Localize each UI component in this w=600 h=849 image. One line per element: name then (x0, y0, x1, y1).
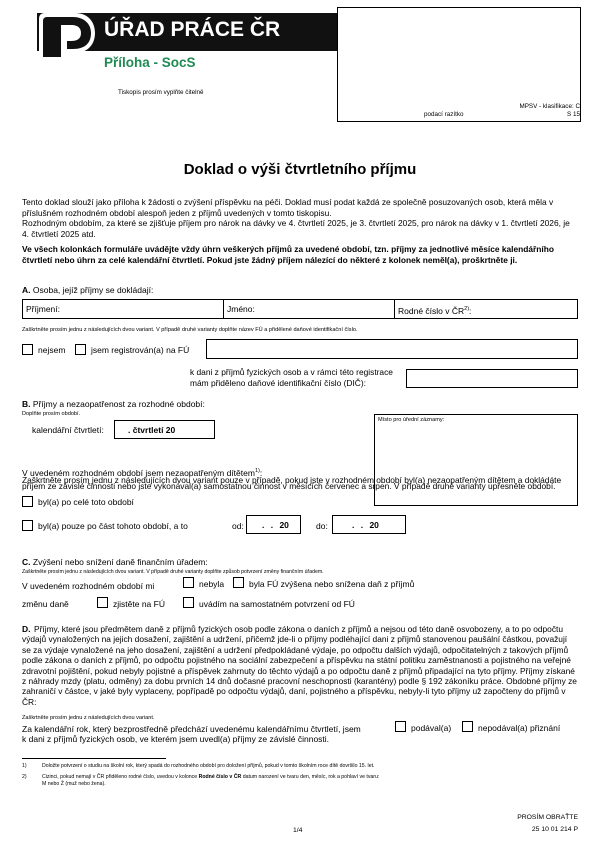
classification-line2: S 15 (567, 111, 580, 118)
person-row-divider-2 (394, 299, 395, 319)
tax-office-input[interactable] (206, 339, 578, 359)
section-d-line1: Za kalendářní rok, který bezprostředně předchází uvedenému kalendářnímu čtvrtletí, jsem (22, 724, 361, 734)
birth-number-footnote-ref: 2) (464, 306, 470, 312)
birth-number-field[interactable] (398, 304, 471, 316)
checkbox-find-at-office[interactable] (97, 597, 108, 608)
checkbox-not-filed-return[interactable] (462, 721, 473, 732)
footnote-divider (22, 758, 166, 759)
footnote-2-text-cont: M nebo Ž (muž nebo žena). (42, 781, 106, 787)
classification-line1: MPSV - klasifikace: C (519, 103, 580, 110)
section-b-fill-note: Doplňte prosím období. (22, 411, 81, 417)
section-d-line2: k dani z příjmů fyzických osob, ve kterém jsem uvedl(a) příjmy ze závislé činnosti. (22, 734, 330, 744)
name-field[interactable]: Jméno: (227, 304, 255, 314)
checkbox-filed-return[interactable] (395, 721, 406, 732)
quarter-label: kalendářní čtvrtletí: (32, 425, 104, 435)
office-name: ÚŘAD PRÁCE ČR (104, 18, 281, 41)
checkbox-not-registered[interactable] (22, 344, 33, 355)
footnote-2-bold: Rodné číslo v ČR (198, 774, 242, 780)
checkbox-whole-period[interactable] (22, 496, 33, 507)
checkbox-tax-not-changed[interactable] (183, 577, 194, 588)
from-label: od: (232, 521, 244, 531)
footnote-1-number: 1) (22, 763, 27, 769)
dependent-footnote-ref: 1) (254, 468, 260, 474)
label-filed-return: podával(a) (411, 723, 452, 733)
dic-text: k dani z příjmů fyzických osob a v rámci této registrace mám přiděleno daňové identifikační číslo (DIČ): (190, 367, 393, 388)
section-a-heading (22, 285, 153, 296)
quarter-value: . čtvrtletí 20 (128, 425, 176, 435)
from-date-value: . . 20 (262, 520, 289, 530)
dic-input[interactable] (406, 369, 578, 388)
person-row-divider-1 (223, 299, 224, 319)
section-b-heading (22, 399, 205, 410)
checkbox-registered[interactable] (75, 344, 86, 355)
section-a-variant-note: Zaškrtněte prosím jednu z následujících dvou variant. V případě druhé varianty doplňte název FÚ a přidělené daňové identifikační číslo. (22, 327, 358, 333)
label-find-at-office: zjistěte na FÚ (113, 599, 165, 609)
intro-paragraph-3: Ve všech kolonkách formuláře uvádějte vždy úhrn veškerých příjmů za uvedené období, tzn. příjmy za jednotlivé měsíce kalendářního čtvrtletí nebo úhrn za celé kalendářní čtvrtletí. Pokud jste žádný příjem nálezící do některé z kolonek neměl(a), proškrtněte ji. (22, 244, 554, 265)
surname-field[interactable]: Příjmení: (26, 304, 61, 314)
footnote-2-number: 2) (22, 774, 27, 780)
section-d-letter: D. (22, 624, 31, 634)
official-records-label: Místo pro úřední záznamy: (378, 417, 445, 423)
section-a-letter: A. (22, 285, 31, 295)
label-separate-confirmation: uvádím na samostatném potvrzení od FÚ (199, 599, 355, 609)
turn-over-label: PROSÍM OBRAŤTE (517, 814, 578, 821)
label-part-period: byl(a) pouze po část tohoto období, a to (38, 521, 188, 531)
birth-number-label: Rodné číslo v ČR (398, 305, 465, 316)
form-code: 25 10 01 214 P (531, 826, 578, 833)
section-a-title: Osoba, jejíž příjmy se dokládají: (32, 285, 154, 295)
section-c-letter: C. (22, 557, 31, 567)
fill-instruction: Tiskopis prosím vyplňte čitelně (118, 89, 204, 96)
logo-icon (35, 11, 97, 63)
dependent-text: V uvedeném rozhodném období jsem nezaopatřeným dítětem (22, 467, 255, 478)
to-label: do: (316, 521, 328, 531)
stamp-label: podací razítko (424, 111, 464, 118)
section-b-title: Příjmy a nezaopatřenost za rozhodné období: (32, 399, 205, 409)
page-title: Doklad o výši čtvrtletního příjmu (183, 161, 417, 178)
section-d-note: Zaškrtněte prosím jednu z následujících dvou variant. (22, 715, 155, 721)
section-c-heading (22, 557, 208, 568)
footnote-2-text (42, 774, 379, 781)
checkbox-part-period[interactable] (22, 520, 33, 531)
dependent-colon: : (259, 467, 263, 478)
label-tax-not-changed: nebyla (199, 579, 225, 589)
label-not-filed-return: nepodával(a) přiznání (478, 723, 561, 733)
label-registered: jsem registrován(a) na FÚ (91, 345, 190, 355)
section-d-text: Příjmy, které jsou předmětem daně z příjmů fyzických osob podle zákona o daních z příjmů a nejsou od této daně osvobozeny, a to po odpočtu výdajů vynaložených na jejich dosažení, zajištění a udržení, přičemž jde-li o příjmy podléhající dani z příjmů stanovenou paušální částkou, považují se za výdaje vynaložené na jeho dosažení, zajištění a udržení předpokládané výdaje, po odpočtu dalších výdajů, odpočitatelných z takových příjmů podle zákona o daních z příjmů, po odpočtu pojistného na sociální zabezpečení a příspěvku na státní politiku zaměstnanosti a pojistného na veřejné zdravotní pojištění, pokud nebyly pojistné a příspěvek zahrnuty do těchto výdajů a po odpočtu daně z příjmů připadající na tyto příjmy. Příjmy získané z náhrady mzdy (platu, odměny) za dobu prvních 14 dnů dočasné pracovní neschopnosti (karantény) podle § 192 zákoníku práce. Obdobné příjmy ze zahraničí v částce, v jaké byly vyplaceny, popřípadě po odpočtu výdajů, daní, pojistného a příspěvku, nebyly-li tyto příjmy už započteny do příjmů v ČR: (22, 624, 577, 707)
appendix-label: Příloha - SocS (104, 55, 196, 70)
section-c-title: Zvýšení nebo snížení daně finančním úřadem: (32, 557, 208, 567)
section-c-line2: změnu daně (22, 599, 69, 609)
footnote-2-part-b: datum narození ve tvaru den, měsíc, rok a pohlaví ve tvaru: (241, 774, 380, 780)
person-row (22, 299, 578, 319)
intro-paragraph-2: Rozhodným obdobím, za které se zjišťuje příjem pro nárok na dávky ve 4. čtvrtletí 2025, je 3. čtvrtletí 2025, pro nárok na dávky v 1. čtvrtletí 2026, je 4. čtvrtletí 2025 atd. (22, 218, 570, 239)
birth-number-colon: : (469, 305, 472, 316)
intro-paragraph-1: Tento doklad slouží jako příloha k žádosti o zvýšení příspěvku na péči. Doklad musí podat každá ze společně posuzovaných osob, která měla v příslušném rozhodném období alespoň jeden z příjmů uvedených v tomto tiskopisu. (22, 197, 554, 218)
checkbox-separate-confirmation[interactable] (183, 597, 194, 608)
section-c-note: Zaškrtněte prosím jednu z následujících dvou variant. V případě druhé varianty doplňte způsob potvrzení změny finančním úřadem. (22, 569, 324, 575)
section-c-line1: V uvedeném rozhodném období mi (22, 581, 155, 591)
checkbox-tax-changed[interactable] (233, 577, 244, 588)
dependent-note: Zaškrtněte prosím jednu z následujících dvou variant pouze v případě, pokud jste v rozhodném období byl(a) nezaopatřeným dítětem a dokládáte příjem ze závislé činnosti nebo jste vykonával(a) samostatnou činnost v měsících červenec a srpen. V případě druhé varianty upřesněte období. (22, 475, 562, 492)
label-tax-changed: byla FÚ zvýšena nebo snížena daň z příjmů (249, 579, 415, 589)
footnote-1-text: Doložte potvrzení o studiu na školní rok, který spadá do rozhodného období pro doložení příjmů, pokud v tomto školním roce dítě dovršilo 15. let. (42, 763, 375, 769)
section-b-letter: B. (22, 399, 31, 409)
page-number: 1/4 (293, 827, 303, 834)
label-whole-period: byl(a) po celé toto období (38, 497, 134, 507)
footnote-2-part-a: Cizinci, pokud nemají v ČR přiděleno rodné číslo, uvedou v kolonce (42, 774, 199, 780)
to-date-value: . . 20 (352, 520, 379, 530)
label-not-registered: nejsem (38, 345, 66, 355)
official-records-box (374, 414, 578, 506)
